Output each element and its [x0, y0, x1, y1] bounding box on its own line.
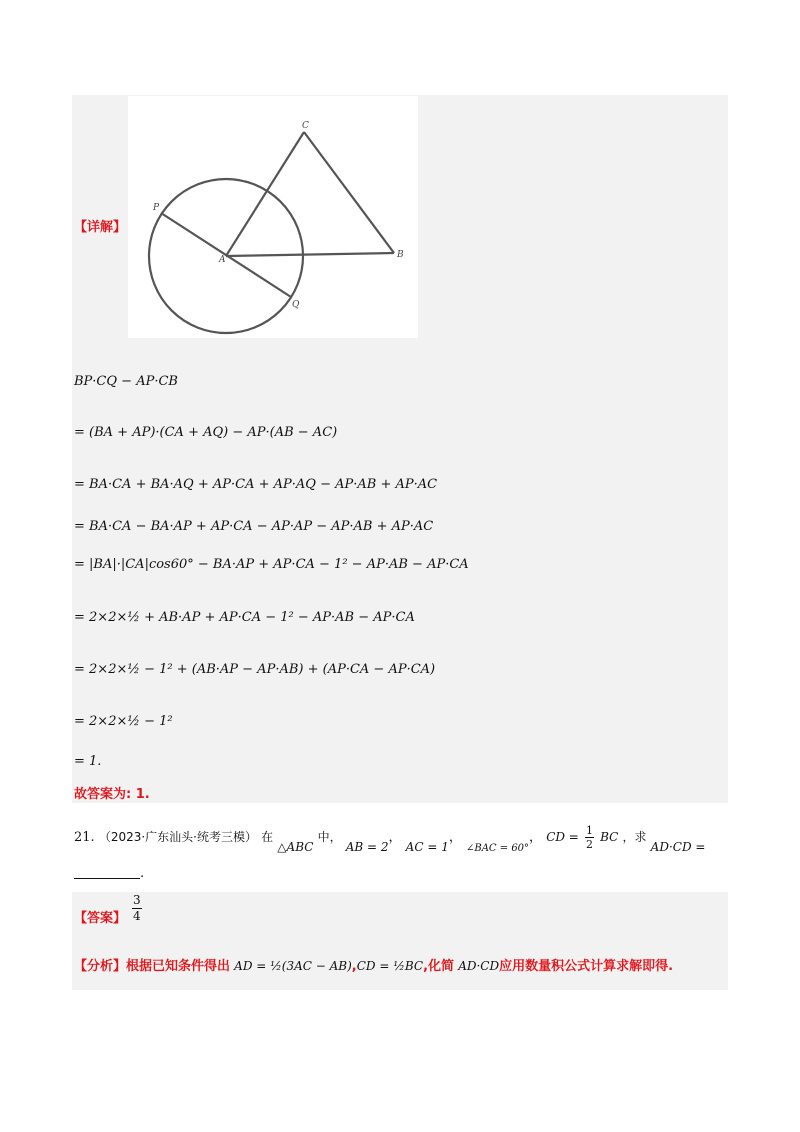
- analysis-expr-1: AD = ½(3AC − AB): [234, 959, 352, 973]
- question-text-1: 在: [261, 830, 274, 844]
- fraction-denominator: 2: [586, 838, 593, 851]
- segment-ac: [226, 132, 304, 256]
- conclusion-text: 故答案为: 1.: [74, 787, 150, 802]
- condition-cd-fraction: [585, 824, 594, 851]
- segment-cb: [304, 132, 394, 253]
- answer-fraction: [132, 893, 142, 924]
- geometry-figure: [128, 96, 418, 338]
- answer-blank: [74, 878, 140, 879]
- label-a: A: [219, 255, 226, 265]
- circle-triangle-diagram: [128, 96, 418, 338]
- label-c: C: [302, 121, 309, 131]
- derivation-line-1: BP·CQ − AP·CB: [74, 374, 178, 389]
- label-b: B: [397, 250, 404, 260]
- segment-ab: [226, 253, 394, 256]
- derivation-line-4: = BA·CA − BA·AP + AP·CA − AP·AP − AP·AB + AP·AC: [74, 519, 434, 534]
- derivation-line-9: = 1.: [74, 754, 102, 769]
- answer-denominator: 4: [133, 909, 141, 923]
- question-text-2: 中，: [317, 830, 342, 844]
- triangle-abc: △ABC: [277, 840, 314, 854]
- analysis-separator: ,: [351, 959, 357, 974]
- derivation-line-8: = 2×2×½ − 1²: [74, 714, 173, 729]
- condition-ab: AB = 2: [345, 840, 389, 854]
- condition-ac: AC = 1: [405, 840, 449, 854]
- fraction-numerator: 1: [586, 824, 593, 837]
- answer-label: 【答案】: [74, 911, 127, 926]
- derivation-line-7: = 2×2×½ − 1² + (AB·AP − AP·AB) + (AP·CA − AP·CA): [74, 662, 436, 677]
- answer-numerator: 3: [133, 893, 141, 907]
- derivation-line-3: = BA·CA + BA·AQ + AP·CA + AP·AQ − AP·AB + AP·AC: [74, 477, 438, 492]
- question-ask: ，求: [622, 830, 647, 844]
- question-tail: .: [140, 866, 145, 881]
- label-p: P: [153, 203, 160, 213]
- analysis-expr-2: CD = ½BC: [356, 959, 424, 973]
- derivation-line-2: = (BA + AP)·(CA + AQ) − AP·(AB − AC): [74, 425, 338, 440]
- answer-block: [72, 892, 728, 990]
- analysis-text-2: ,化简: [423, 959, 455, 974]
- question-source: （2023·广东汕头·统考三模）: [98, 830, 257, 844]
- condition-angle: ∠BAC = 60°: [465, 843, 530, 854]
- derivation-line-6: = 2×2×½ + AB·AP + AP·CA − 1² − AP·AB − AP·CA: [74, 610, 415, 625]
- condition-cd-rhs: BC: [600, 830, 619, 844]
- label-q: Q: [292, 300, 300, 310]
- solution-label: 【详解】: [74, 220, 127, 235]
- question-expression: AD·CD =: [650, 840, 706, 854]
- analysis-text-1: 根据已知条件得出: [126, 959, 231, 974]
- question-21: 21. （2023·广东汕头·统考三模） 在 △ABC 中， AB = 2， AC = 1， $_{\angle BAC = 60^\circ}$， CD = $\frac{1}{2}$ BC ，求 AD·CD =: [74, 824, 706, 854]
- derivation-line-5: = |BA|·|CA|cos60° − BA·AP + AP·CA − 1² − AP·AB − AP·CA: [74, 557, 469, 572]
- question-number: 21.: [74, 830, 95, 845]
- analysis-text-3: 应用数量积公式计算求解即得.: [499, 959, 674, 974]
- condition-cd-lhs: CD =: [546, 830, 579, 844]
- analysis-expr-3: AD·CD: [458, 959, 500, 973]
- analysis-line: [74, 955, 673, 974]
- analysis-label: 【分析】: [74, 959, 127, 974]
